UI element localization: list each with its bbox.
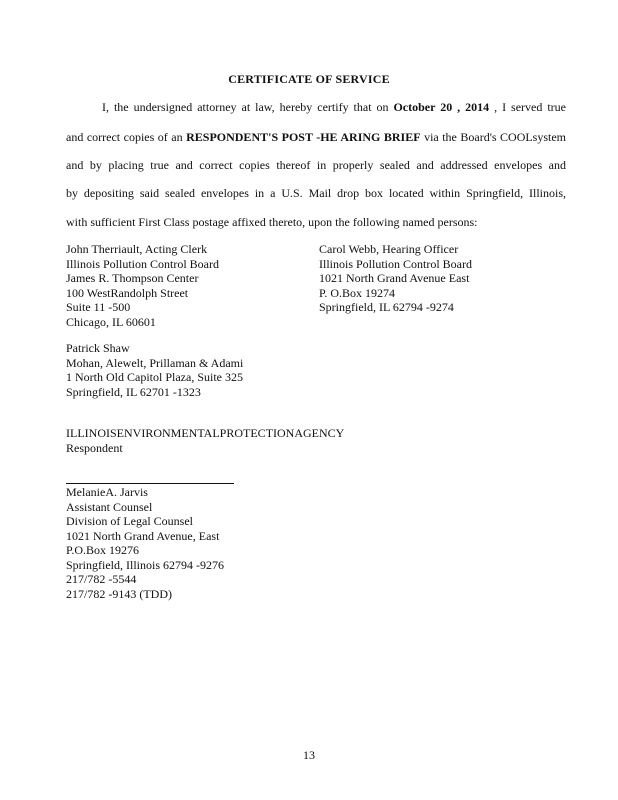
address-line: Carol Webb, Hearing Officer: [319, 242, 459, 256]
agency-block: [66, 426, 344, 455]
address-line: 1021 North Grand Avenue, East: [66, 528, 220, 543]
body-line-1: [102, 100, 566, 114]
address-line: 1 North Old Capitol Plaza, Suite 325: [66, 370, 243, 384]
body-line-2: [66, 130, 566, 144]
body-text: I, the undersigned attorney at law, hereby certify that on: [102, 100, 389, 114]
service-date: October 20 , 2014: [393, 100, 490, 114]
body-text: , I served true: [494, 100, 566, 114]
address-line: Chicago, IL 60601: [66, 314, 156, 329]
body-line-5: with sufficient First Class postage affixed thereto, upon the following named persons:: [66, 215, 478, 229]
address-line: Suite 11 -500: [66, 300, 131, 314]
tdd-line: 217/782 -9143 (TDD): [66, 586, 172, 601]
agency-role: Respondent: [66, 440, 123, 455]
address-line: 100 WestRandolph Street: [66, 285, 189, 300]
body-text: via the Board's COOLsystem: [424, 130, 567, 144]
signer-name: MelanieA. Jarvis: [66, 485, 148, 499]
recipient-officer-address: [319, 242, 472, 315]
address-line: Springfield, IL 62794 -9274: [319, 300, 454, 314]
address-line: Springfield, Illinois 62794 -9276: [66, 557, 224, 572]
address-line: Mohan, Alewelt, Prillaman & Adami: [66, 355, 244, 370]
recipient-clerk-address: [66, 242, 219, 329]
address-line: P.O.Box 19276: [66, 543, 140, 557]
address-line: James R. Thompson Center: [66, 271, 199, 285]
body-text: and correct copies of an: [66, 130, 183, 144]
signer-division: Division of Legal Counsel: [66, 514, 193, 528]
address-line: Patrick Shaw: [66, 341, 130, 355]
document-served: RESPONDENT'S POST -HE ARING BRIEF: [186, 130, 421, 144]
signature-line: [66, 483, 234, 484]
agency-name: ILLINOISENVIRONMENTALPROTECTIONAGENCY: [66, 426, 345, 440]
signature-block: [66, 485, 224, 601]
body-line-3: and by placing true and correct copies thereof in properly sealed and addressed envelopes and: [66, 158, 566, 172]
body-line-4: by depositing said sealed envelopes in a U.S. Mail drop box located within Springfield, Illinois,: [66, 186, 566, 200]
document-title: CERTIFICATE OF SERVICE: [228, 72, 390, 86]
page-number: 13: [303, 748, 315, 762]
signer-title: Assistant Counsel: [66, 499, 153, 514]
address-line: Springfield, IL 62701 -1323: [66, 384, 201, 399]
address-line: John Therriault, Acting Clerk: [66, 242, 208, 256]
address-line: P. O.Box 19274: [319, 285, 396, 300]
address-line: Illinois Pollution Control Board: [66, 256, 220, 271]
phone-line: 217/782 -5544: [66, 572, 137, 586]
address-line: Illinois Pollution Control Board: [319, 256, 473, 271]
address-line: 1021 North Grand Avenue East: [319, 271, 470, 285]
recipient-counsel-address: [66, 341, 243, 399]
